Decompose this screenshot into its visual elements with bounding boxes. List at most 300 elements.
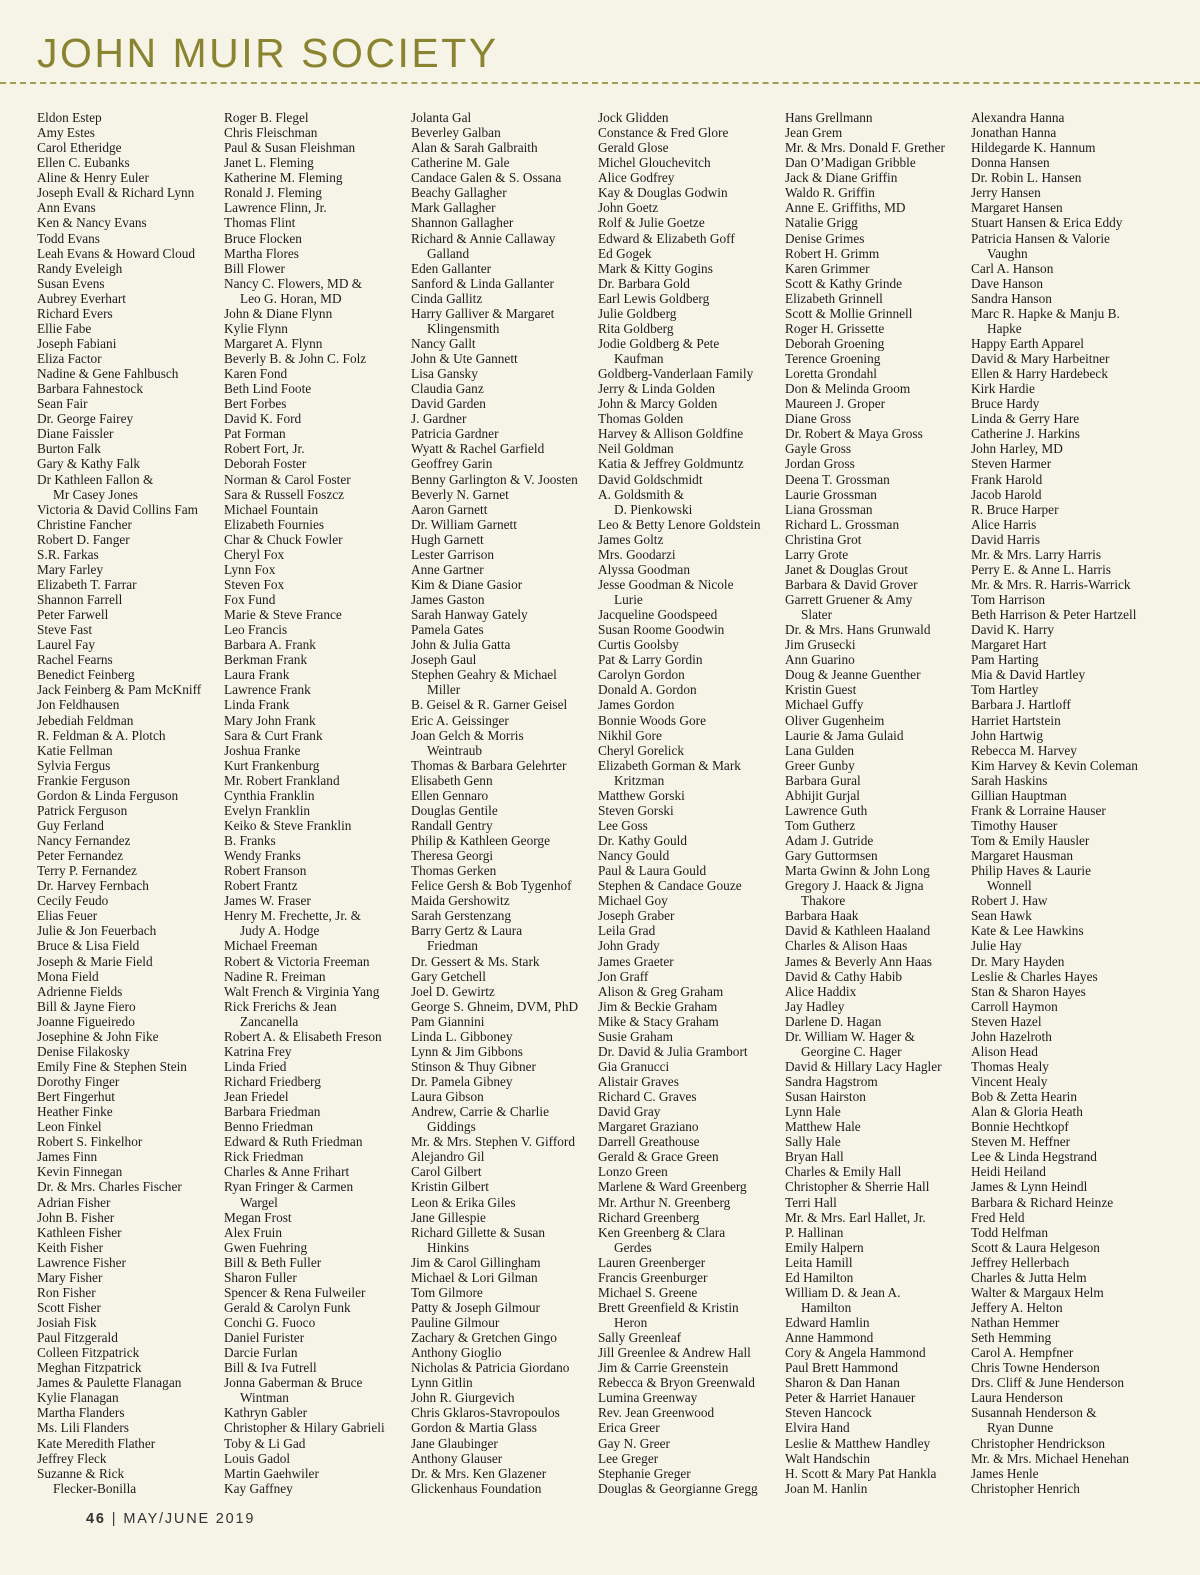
donor-name: Dr. Barbara Gold xyxy=(598,275,690,291)
donor-name: Paul & Susan Fleishman xyxy=(224,140,356,156)
donor-name: Randy Eveleigh xyxy=(37,260,123,276)
donor-name: Adam J. Gutride xyxy=(785,833,874,848)
donor-name: Steve Fast xyxy=(37,622,93,638)
donor-name: Barbara & Richard Heinze xyxy=(971,1194,1114,1210)
donor-name: Perry E. & Anne L. Harris xyxy=(971,561,1111,577)
footer-separator: | xyxy=(111,1511,118,1527)
donor-name: Jesse Goodman & Nicole xyxy=(598,576,734,592)
donor-name: Nancy C. Flowers, MD & xyxy=(224,275,363,291)
donor-name: Kirk Hardie xyxy=(971,381,1035,397)
donor-name: Dan O’Madigan Gribble xyxy=(785,155,916,171)
donor-name: Peter Farwell xyxy=(37,607,109,623)
donor-name: Cheryl Fox xyxy=(224,546,285,562)
donor-name: Gerald & Carolyn Funk xyxy=(224,1299,351,1315)
donor-name: James Henle xyxy=(971,1465,1039,1481)
donor-name: Martha Flanders xyxy=(37,1405,125,1421)
donor-name: Bonnie Woods Gore xyxy=(598,712,707,728)
donor-name: Leah Evans & Howard Cloud xyxy=(37,245,196,261)
donor-name: David Gray xyxy=(598,1104,661,1120)
donor-name: Bill & Beth Fuller xyxy=(224,1254,322,1270)
donor-name: Thomas & Barbara Gelehrter xyxy=(411,757,567,773)
donor-name: Robert Fort, Jr. xyxy=(224,441,305,457)
donor-name: John Hazelroth xyxy=(971,1028,1052,1044)
donor-name: Sally Hale xyxy=(785,1134,841,1150)
donor-name: Wyatt & Rachel Garfield xyxy=(411,441,545,457)
donor-name: Philip Haves & Laurie xyxy=(971,863,1092,879)
donor-name: Bill & Iva Futrell xyxy=(224,1360,317,1376)
donor-name: Frank & Lorraine Hauser xyxy=(971,802,1106,818)
donor-name-continuation: Kritzman xyxy=(614,772,665,788)
donor-name: Martha Flores xyxy=(224,245,299,261)
donor-name: Peter & Harriet Hanauer xyxy=(785,1390,916,1406)
donor-name: S.R. Farkas xyxy=(37,546,99,562)
donor-name: Drs. Cliff & June Henderson xyxy=(971,1375,1125,1391)
donor-name: Sandra Hagstrom xyxy=(785,1074,878,1089)
donor-name: Jacqueline Goodspeed xyxy=(598,607,718,623)
donor-name: Thomas Golden xyxy=(598,411,684,427)
donor-name: Edward & Ruth Friedman xyxy=(224,1134,363,1150)
donor-name: Martin Gaehwiler xyxy=(224,1465,319,1481)
donor-name: Sanford & Linda Gallanter xyxy=(411,275,554,291)
donor-name: Eric A. Geissinger xyxy=(411,712,509,728)
donor-name: Mary Farley xyxy=(37,561,104,577)
donor-name: Neil Goldman xyxy=(598,441,674,457)
donor-name-continuation: Wintman xyxy=(240,1390,289,1406)
donor-name: Lee Goss xyxy=(598,817,648,833)
donor-name: Eden Gallanter xyxy=(411,260,492,276)
donor-name: Dorothy Finger xyxy=(37,1074,120,1089)
donor-name: Beth Harrison & Peter Hartzell xyxy=(971,607,1137,623)
donor-name: Matthew Gorski xyxy=(598,787,685,803)
donor-name: Pam Giannini xyxy=(411,1013,485,1029)
donor-name: Robert D. Fanger xyxy=(37,531,130,547)
donor-name: Pamela Gates xyxy=(411,622,484,638)
donor-name: Cheryl Gorelick xyxy=(598,742,685,758)
donor-name: Aline & Henry Euler xyxy=(37,170,149,186)
donor-name: Mark Gallagher xyxy=(411,200,496,216)
donor-name: Louis Gadol xyxy=(224,1450,291,1466)
donor-name: Toby & Li Gad xyxy=(224,1435,306,1451)
donor-name: Timothy Hauser xyxy=(971,817,1058,833)
donor-name: Walter & Margaux Helm xyxy=(971,1284,1104,1300)
donor-name: Dr. & Mrs. Charles Fischer xyxy=(37,1179,182,1195)
donor-name: Gary & Kathy Falk xyxy=(37,456,141,472)
donor-name-continuation: Thakore xyxy=(801,893,846,909)
donor-name: Laura Gibson xyxy=(411,1089,484,1105)
donor-name: Jim & Carol Gillingham xyxy=(411,1254,541,1270)
donor-name: Greer Gunby xyxy=(785,757,855,773)
donor-name: Robert J. Haw xyxy=(971,893,1048,909)
donor-name: Roger B. Flegel xyxy=(224,110,309,125)
donor-name: Beverly N. Garnet xyxy=(411,486,509,502)
donor-name: John & Marcy Golden xyxy=(598,396,718,412)
donor-name: Susan Roome Goodwin xyxy=(598,622,725,638)
donor-name: Janet & Douglas Grout xyxy=(785,561,908,577)
donor-name: Barry Gertz & Laura xyxy=(411,923,523,939)
donor-name: Diane Faissler xyxy=(37,426,114,442)
issue-date: MAY/JUNE 2019 xyxy=(123,1511,256,1527)
donor-name: Richard Gillette & Susan xyxy=(411,1224,546,1240)
donor-name: Sean Hawk xyxy=(971,908,1032,924)
donor-name: Tom Hartley xyxy=(971,682,1039,698)
donor-name: Ken & Nancy Evans xyxy=(37,215,147,231)
donor-name: Keith Fisher xyxy=(37,1239,104,1255)
donor-name: Nancy Fernandez xyxy=(37,833,131,848)
donor-name: James & Lynn Heindl xyxy=(971,1179,1088,1195)
donor-name: Christine Fancher xyxy=(37,516,132,532)
donor-name: Rachel Fearns xyxy=(37,652,113,668)
donor-name: Darcie Furlan xyxy=(224,1345,298,1361)
donor-name: Jonathan Hanna xyxy=(971,125,1057,141)
donor-name: Michel Glouchevitch xyxy=(598,155,711,171)
donor-name: Jim & Beckie Graham xyxy=(598,998,718,1014)
donor-name: Laura Henderson xyxy=(971,1390,1063,1406)
donor-name: Lawrence Frank xyxy=(224,682,311,698)
donor-name: Constance & Fred Glore xyxy=(598,125,729,141)
donor-name: Nikhil Gore xyxy=(598,727,662,743)
donor-name: Dr. & Mrs. Hans Grunwald xyxy=(785,622,931,638)
donor-name: Fox Fund xyxy=(224,592,276,607)
donor-name: Heather Finke xyxy=(37,1104,113,1120)
donor-name: Joseph Graber xyxy=(598,908,675,924)
donor-name: Steven M. Heffner xyxy=(971,1134,1071,1150)
donor-name: Katherine M. Fleming xyxy=(224,170,343,186)
donor-name: Frank Harold xyxy=(971,471,1043,487)
donor-name: Gerald & Grace Green xyxy=(598,1149,719,1165)
donor-name: Dr. Robert & Maya Gross xyxy=(785,426,923,442)
donor-name: Jon Feldhausen xyxy=(37,697,120,713)
donor-name: Larry Grote xyxy=(785,546,849,562)
donor-name: Mike & Stacy Graham xyxy=(598,1013,719,1029)
donor-name: Joseph Fabiani xyxy=(37,335,117,351)
donor-name-continuation: D. Pienkowski xyxy=(614,501,693,517)
donor-name: Heidi Heiland xyxy=(971,1164,1046,1180)
donor-list xyxy=(0,110,1200,1510)
donor-name: Sally Greenleaf xyxy=(598,1330,682,1346)
donor-name: Elizabeth Gorman & Mark xyxy=(598,757,741,773)
donor-name: Patricia Gardner xyxy=(411,426,499,442)
donor-name: Bill & Jayne Fiero xyxy=(37,998,136,1014)
donor-name: Carolyn Gordon xyxy=(598,667,685,683)
donor-name: Benno Friedman xyxy=(224,1119,314,1135)
donor-name: Leila Grad xyxy=(598,923,656,939)
donor-name: John & Ute Gannett xyxy=(411,351,518,366)
donor-name: Julie Goldberg xyxy=(598,305,677,321)
donor-name: Curtis Goolsby xyxy=(598,637,679,653)
donor-name-continuation: Kaufman xyxy=(614,351,664,366)
donor-name: John Harley, MD xyxy=(971,441,1063,457)
donor-name: Sarah Gerstenzang xyxy=(411,908,512,924)
donor-name: Alan & Sarah Galbraith xyxy=(411,140,538,156)
donor-name: Dr. Gessert & Ms. Stark xyxy=(411,953,540,969)
donor-name: Robert Franson xyxy=(224,863,307,879)
donor-name: Cecily Feudo xyxy=(37,893,109,909)
donor-name: Kate & Lee Hawkins xyxy=(971,923,1084,939)
donor-name: Gordon & Martia Glass xyxy=(411,1420,537,1436)
donor-name: David & Kathleen Haaland xyxy=(785,923,931,939)
donor-name: Rick Friedman xyxy=(224,1149,304,1165)
donor-name-continuation: Hapke xyxy=(987,320,1022,336)
donor-name: Tom & Emily Hausler xyxy=(971,833,1090,848)
donor-name: Ken Greenberg & Clara xyxy=(598,1224,726,1240)
donor-name: Laurie Grossman xyxy=(785,486,877,502)
donor-name: Jerry & Linda Golden xyxy=(598,381,716,397)
donor-name: Amy Estes xyxy=(37,125,95,141)
donor-name: John & Diane Flynn xyxy=(224,305,333,321)
donor-name: Paul & Laura Gould xyxy=(598,863,707,879)
donor-name: Barbara Haak xyxy=(785,908,859,924)
donor-name: Sara & Curt Frank xyxy=(224,727,323,743)
donor-name: Richard Friedberg xyxy=(224,1074,321,1089)
donor-name: Jill Greenlee & Andrew Hall xyxy=(598,1345,751,1361)
donor-name: Karen Grimmer xyxy=(785,260,870,276)
donor-name: Katia & Jeffrey Goldmuntz xyxy=(598,456,744,472)
donor-name: Kay & Douglas Godwin xyxy=(598,185,728,201)
donor-name: Ellen Gennaro xyxy=(411,787,489,803)
donor-name: Marta Gwinn & John Long xyxy=(785,863,930,879)
donor-name-continuation: Friedman xyxy=(427,938,478,954)
donor-name: Jim Grusecki xyxy=(785,637,856,653)
donor-name: Robert Frantz xyxy=(224,878,298,894)
donor-name: Deena T. Grossman xyxy=(785,471,890,487)
donor-name: Keiko & Steve Franklin xyxy=(224,817,352,833)
donor-name: Loretta Grondahl xyxy=(785,366,877,382)
donor-name: Alice Godfrey xyxy=(598,170,675,186)
donor-name: John & Julia Gatta xyxy=(411,637,511,653)
donor-name: Kim Harvey & Kevin Coleman xyxy=(971,757,1138,773)
donor-name: Richard C. Graves xyxy=(598,1089,697,1105)
donor-name: Elizabeth Grinnell xyxy=(785,290,883,306)
donor-name: Bryan Hall xyxy=(785,1149,844,1165)
donor-name: David & Mary Harbeitner xyxy=(971,351,1110,366)
donor-name: Steven Hazel xyxy=(971,1013,1042,1029)
donor-name: Marc R. Hapke & Manju B. xyxy=(971,305,1120,321)
donor-name: B. Geisel & R. Garner Geisel xyxy=(411,697,568,713)
donor-name: Megan Frost xyxy=(224,1209,292,1225)
donor-name: Gia Granucci xyxy=(598,1058,670,1074)
donor-name: Cinda Gallitz xyxy=(411,290,483,306)
donor-name: Lawrence Fisher xyxy=(37,1254,126,1270)
donor-name: Terri Hall xyxy=(785,1194,837,1210)
donor-name: William D. & Jean A. xyxy=(785,1284,901,1300)
donor-column-1 xyxy=(37,110,219,1496)
donor-name: Beverly B. & John C. Folz xyxy=(224,351,367,366)
donor-name: Janet L. Fleming xyxy=(224,155,314,171)
donor-name: Mark & Kitty Gogins xyxy=(598,260,713,276)
donor-name: Jonna Gaberman & Bruce xyxy=(224,1375,363,1391)
donor-name-continuation: Judy A. Hodge xyxy=(240,923,320,939)
donor-name-continuation: Miller xyxy=(427,682,461,698)
donor-name-continuation: Klingensmith xyxy=(427,320,500,336)
donor-name: Hans Grellmann xyxy=(785,110,873,125)
donor-name: Tom Gilmore xyxy=(411,1284,483,1300)
donor-name: Theresa Georgi xyxy=(411,848,494,864)
donor-name: James & Beverly Ann Haas xyxy=(785,953,932,969)
donor-name: Oliver Gugenheim xyxy=(785,712,885,728)
donor-name-continuation: Hamilton xyxy=(801,1299,852,1315)
donor-name-continuation: Gerdes xyxy=(614,1239,652,1255)
donor-name: Joseph Gaul xyxy=(411,652,477,668)
donor-name: Gayle Gross xyxy=(785,441,852,457)
donor-name: Aaron Garnett xyxy=(411,501,488,517)
donor-name: Deborah Foster xyxy=(224,456,307,472)
donor-name: Wendy Franks xyxy=(224,848,301,864)
donor-name: Glickenhaus Foundation xyxy=(411,1480,542,1496)
donor-name: Marlene & Ward Greenberg xyxy=(598,1179,747,1195)
donor-name: Robert H. Grimm xyxy=(785,245,880,261)
donor-name: Natalie Grigg xyxy=(785,215,858,231)
donor-name: Susan Hairston xyxy=(785,1089,866,1105)
donor-name: Aubrey Everhart xyxy=(37,290,126,306)
donor-name: Earl Lewis Goldberg xyxy=(598,290,710,306)
donor-name: Josephine & John Fike xyxy=(37,1028,159,1044)
donor-name: Garrett Gruener & Amy xyxy=(785,592,913,607)
donor-name: Michael Guffy xyxy=(785,697,864,713)
donor-name: Richard Evers xyxy=(37,305,113,321)
donor-name: Jerry Hansen xyxy=(971,185,1041,201)
donor-name: Josiah Fisk xyxy=(37,1315,97,1330)
donor-name: Robert & Victoria Freeman xyxy=(224,953,370,969)
donor-name: Matthew Hale xyxy=(785,1119,861,1135)
donor-name-continuation: Mr Casey Jones xyxy=(53,486,138,502)
donor-name: Catherine J. Harkins xyxy=(971,426,1080,442)
donor-name: John B. Fisher xyxy=(37,1209,115,1225)
donor-name: Sean Fair xyxy=(37,396,88,412)
donor-name: Bruce Hardy xyxy=(971,396,1040,412)
donor-name: Darrell Greathouse xyxy=(598,1134,700,1150)
donor-name: Jane Gillespie xyxy=(411,1209,486,1225)
donor-name: Jebediah Feldman xyxy=(37,712,134,728)
donor-name: Burton Falk xyxy=(37,441,101,457)
donor-name: Happy Earth Apparel xyxy=(971,335,1084,351)
donor-name: Christopher Hendrickson xyxy=(971,1435,1106,1451)
donor-name: Gary Guttormsen xyxy=(785,848,878,864)
donor-name: James Finn xyxy=(37,1149,98,1165)
donor-name: Nadine R. Freiman xyxy=(224,968,326,984)
donor-name: Mr. & Mrs. Earl Hallet, Jr. xyxy=(785,1209,926,1225)
donor-name: Felice Gersh & Bob Tygenhof xyxy=(411,878,572,894)
donor-name: Diane Gross xyxy=(785,411,852,427)
donor-name: Roger H. Grissette xyxy=(785,320,885,336)
donor-name: Maida Gershowitz xyxy=(411,893,510,909)
donor-name: John Hartwig xyxy=(971,727,1044,743)
donor-name: Char & Chuck Fowler xyxy=(224,531,343,547)
donor-name: Bill Flower xyxy=(224,260,285,276)
donor-name: Beverley Galban xyxy=(411,125,501,141)
page-number: 46 xyxy=(86,1511,106,1527)
donor-name: Mr. Robert Frankland xyxy=(224,772,340,788)
donor-name: David K. Harry xyxy=(971,622,1055,638)
donor-name: Joseph Evall & Richard Lynn xyxy=(37,185,195,201)
donor-name: Nancy Gallt xyxy=(411,335,476,351)
donor-name: Dr. Robin L. Hansen xyxy=(971,170,1082,186)
donor-name: Mona Field xyxy=(37,968,99,984)
donor-name: Dr. & Mrs. Ken Glazener xyxy=(411,1465,547,1481)
donor-name: Barbara Friedman xyxy=(224,1104,321,1120)
donor-name: Kristin Gilbert xyxy=(411,1179,489,1195)
donor-name: Lynn Fox xyxy=(224,561,276,577)
donor-name: Leon & Erika Giles xyxy=(411,1194,516,1210)
donor-name: Linda L. Gibboney xyxy=(411,1028,513,1044)
donor-name: Nicholas & Patricia Giordano xyxy=(411,1360,570,1376)
donor-name: Mr. & Mrs. Michael Henehan xyxy=(971,1450,1130,1466)
donor-name: Steven Hancock xyxy=(785,1405,872,1421)
donor-name: George S. Ghneim, DVM, PhD xyxy=(411,998,579,1014)
donor-name: Hugh Garnett xyxy=(411,531,484,547)
donor-name: Dr. Mary Hayden xyxy=(971,953,1065,969)
donor-name: Paul Brett Hammond xyxy=(785,1360,899,1376)
donor-name: Rebecca M. Harvey xyxy=(971,742,1077,758)
donor-name: Bruce & Lisa Field xyxy=(37,938,140,954)
donor-name: Gerald Glose xyxy=(598,140,669,156)
donor-name: Patrick Ferguson xyxy=(37,802,128,818)
donor-name: Christopher & Hilary Gabrieli xyxy=(224,1420,385,1436)
donor-name: Chris Gklaros-Stavropoulos xyxy=(411,1405,560,1421)
donor-name: Kathryn Gabler xyxy=(224,1405,308,1421)
donor-name: Anthony Gioglio xyxy=(411,1345,502,1361)
donor-name: Randall Gentry xyxy=(411,817,493,833)
donor-name: Michael Fountain xyxy=(224,501,319,517)
donor-name: Mr. & Mrs. R. Harris-Warrick xyxy=(971,576,1131,592)
donor-name: Margaret Graziano xyxy=(598,1119,699,1135)
donor-name: Carol Etheridge xyxy=(37,140,122,156)
donor-name: Michael Goy xyxy=(598,893,668,909)
donor-name: Robert A. & Elisabeth Freson xyxy=(224,1028,382,1044)
donor-name: Christina Grot xyxy=(785,531,862,547)
donor-name: Joan M. Hanlin xyxy=(785,1480,868,1496)
donor-name: Gregory J. Haack & Jigna xyxy=(785,878,924,894)
donor-name: Jolanta Gal xyxy=(411,110,472,125)
donor-name: Carroll Haymon xyxy=(971,998,1058,1014)
donor-name: Liana Grossman xyxy=(785,501,873,517)
donor-name: Margaret Hansen xyxy=(971,200,1063,216)
donor-name: Charles & Anne Frihart xyxy=(224,1164,350,1180)
donor-name: Stephen Geahry & Michael xyxy=(411,667,557,683)
donor-name: Leslie & Matthew Handley xyxy=(785,1435,931,1451)
donor-name: Nadine & Gene Fahlbusch xyxy=(37,366,179,382)
donor-name: Jeffery A. Helton xyxy=(971,1299,1063,1315)
donor-name: James W. Fraser xyxy=(224,893,311,909)
donor-name-continuation: Giddings xyxy=(427,1119,476,1135)
donor-name: Norman & Carol Foster xyxy=(224,471,351,487)
donor-name: Lumina Greenway xyxy=(598,1390,698,1406)
donor-name: Kylie Flynn xyxy=(224,320,288,336)
donor-name: Lisa Gansky xyxy=(411,366,478,382)
donor-name: Benny Garlington & V. Joosten xyxy=(411,471,578,487)
donor-name-continuation: Weintraub xyxy=(427,742,483,758)
donor-name: Leon Finkel xyxy=(37,1119,102,1135)
donor-name: Richard & Annie Callaway xyxy=(411,230,556,246)
donor-name: Sarah Hanway Gately xyxy=(411,607,528,623)
donor-name-continuation: Zancanella xyxy=(240,1013,299,1029)
donor-name: Margaret Hausman xyxy=(971,848,1074,864)
donor-name: Waldo R. Griffin xyxy=(785,185,875,201)
donor-name: Julie & Jon Feuerbach xyxy=(37,923,157,939)
donor-name: Todd Evans xyxy=(37,230,100,246)
donor-name: Stephanie Greger xyxy=(598,1465,691,1481)
donor-name: Meghan Fitzpatrick xyxy=(37,1360,142,1376)
donor-name: Mary John Frank xyxy=(224,712,316,728)
donor-name: Nancy Gould xyxy=(598,848,670,864)
donor-name: Thomas Gerken xyxy=(411,863,497,879)
donor-name: Shannon Farrell xyxy=(37,592,123,607)
donor-name: Tom Harrison xyxy=(971,592,1046,607)
donor-name: Peter Fernandez xyxy=(37,848,124,864)
donor-name: Lee & Linda Hegstrand xyxy=(971,1149,1097,1165)
donor-name: Alex Fruin xyxy=(224,1224,282,1240)
donor-name: John Goetz xyxy=(598,200,659,216)
donor-name: Leo Francis xyxy=(224,622,288,638)
